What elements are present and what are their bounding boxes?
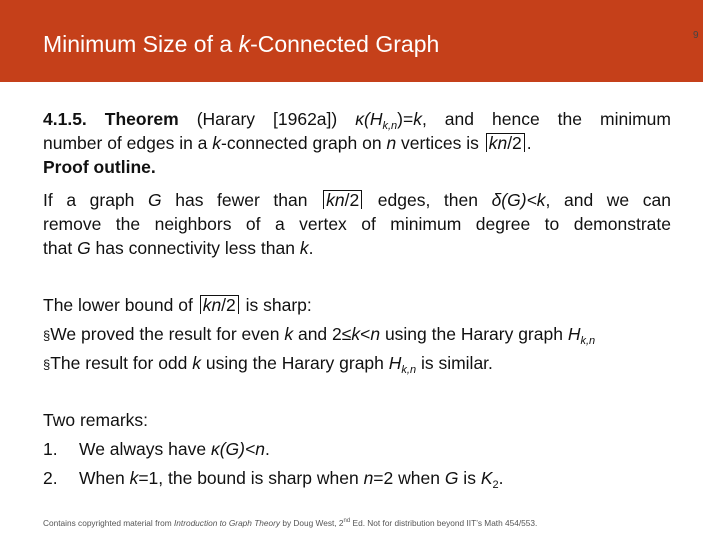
remark-1: 1. We always have κ(G)<n. [43,439,270,459]
bullet-icon: § [43,357,51,372]
copyright-footer: Contains copyrighted material from Introduction to Graph Theory by Doug West, 2nd Ed. Not for distribution beyond IIT’s Math 454/553. [43,518,538,528]
slide-title: Minimum Size of a k-Connected Graph [43,31,440,57]
page-number: 9 [693,30,699,41]
proof-line-3: that G has connectivity less than k. [43,238,314,258]
bound-statement: The lower bound of kn/2 is sharp: [43,295,312,315]
theorem-line-2: number of edges in a k-connected graph on n vertices is kn/2 . [43,133,532,153]
theorem-line-1: 4.1.5. Theorem (Harary [1962a]) $\kappa(H_{k,n})=k$, and hence the minimum [43,109,671,132]
ceiling-expression: kn/2 [486,133,525,152]
bullet-icon: § [43,328,51,343]
title-bar [0,0,703,82]
bound-bullet-2: §The result for odd k using the Harary graph $H_{k,n}$ is similar. [43,353,493,376]
bound-bullet-1: §We proved the result for even k and 2≤k<n using the Harary graph $H_{k,n}$ [43,324,596,347]
remarks-heading: Two remarks: [43,410,149,430]
proof-line-1: If a graph G has fewer than kn/2 edges, then δ(G)<k, and we can [43,190,671,210]
proof-line-2: remove the neighbors of a vertex of minimum degree to demonstrate [43,214,671,234]
ceiling-expression: kn/2 [323,190,362,209]
remark-2: 2. When k=1, the bound is sharp when n=2 when G is $K_2$. [43,468,504,491]
proof-heading: Proof outline. [43,157,156,177]
ceiling-expression: kn/2 [200,295,239,314]
